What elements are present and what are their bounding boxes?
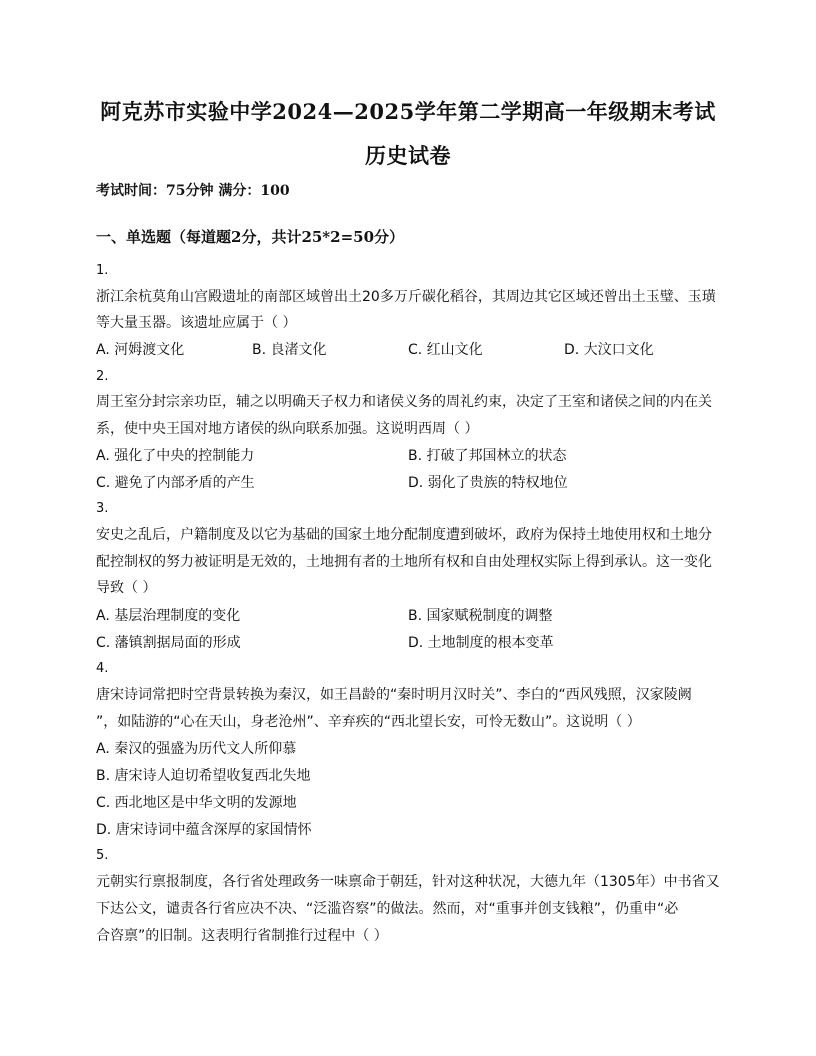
- option-a: A. 河姆渡文化: [96, 342, 185, 358]
- option-b: B. 国家赋税制度的调整: [408, 608, 553, 624]
- question-text-line: 系，使中央王国对地方诸侯的纵向联系加强。这说明西周（ ）: [96, 421, 479, 437]
- option-c: C. 红山文化: [408, 342, 483, 358]
- option-b: B. 打破了邦国林立的状态: [408, 448, 567, 464]
- option-a: A. 强化了中央的控制能力: [96, 448, 255, 464]
- question-number: 2.: [96, 369, 109, 384]
- question-number: 5.: [96, 848, 109, 863]
- option-a: A. 基层治理制度的变化: [96, 608, 241, 624]
- question-text-line: 合咨禀”的旧制。这表明行省制推行过程中（ ）: [96, 928, 388, 944]
- question-text-line: 唐宋诗词常把时空背景转换为秦汉，如王昌龄的“秦时明月汉时关”、李白的“西风残照，汉家陵阙: [96, 687, 692, 703]
- exam-info: 考试时间：75分钟 满分：100: [96, 183, 290, 199]
- question-text-line: 配控制权的努力被证明是无效的，土地拥有者的土地所有权和自由处理权实际上得到承认。这一变化: [96, 554, 712, 570]
- option-d: D. 唐宋诗词中蕴含深厚的家国情怀: [96, 822, 312, 838]
- question-text-line: 元朝实行禀报制度，各行省处理政务一味禀命于朝廷，针对这种状况，大德九年（1305年）中书省又: [96, 874, 720, 890]
- option-c: C. 避免了内部矛盾的产生: [96, 475, 255, 491]
- exam-title: 阿克苏市实验中学2024—2025学年第二学期高一年级期末考试: [100, 99, 716, 124]
- question-text-line: 浙江余杭莫角山宫殿遗址的南部区域曾出土20多万斤碳化稻谷，其周边其它区域还曾出土玉璧、玉璜: [96, 289, 716, 305]
- question-number: 4.: [96, 661, 109, 676]
- question-number: 3.: [96, 501, 109, 516]
- section-heading: 一、单选题（每道题2分，共计25*2=50分）: [96, 228, 405, 246]
- option-b: B. 唐宋诗人迫切希望收复西北失地: [96, 768, 311, 784]
- question-number: 1.: [96, 263, 109, 278]
- option-d: D. 大汶口文化: [564, 342, 654, 358]
- question-text-line: 周王室分封宗亲功臣，辅之以明确天子权力和诸侯义务的周礼约束，决定了王室和诸侯之间的内在关: [96, 394, 712, 410]
- option-d: D. 弱化了贵族的特权地位: [408, 475, 568, 491]
- question-text-line: 等大量玉器。该遗址应属于（ ）: [96, 315, 297, 331]
- question-text-line: 导致（ ）: [96, 580, 157, 596]
- exam-subtitle: 历史试卷: [365, 143, 451, 168]
- question-text-line: 安史之乱后，户籍制度及以它为基础的国家土地分配制度遭到破坏，政府为保持土地使用权和土地分: [96, 527, 712, 543]
- option-c: C. 西北地区是中华文明的发源地: [96, 795, 297, 811]
- option-a: A. 秦汉的强盛为历代文人所仰慕: [96, 741, 297, 757]
- question-text-line: ”，如陆游的“心在天山，身老沧州”、辛弃疾的“西北望长安，可怜无数山”。这说明（ ）: [96, 714, 641, 730]
- option-b: B. 良渚文化: [252, 342, 327, 358]
- option-d: D. 土地制度的根本变革: [408, 635, 554, 651]
- option-c: C. 藩镇割据局面的形成: [96, 635, 241, 651]
- question-text-line: 下达公文，谴责各行省应决不决、“泛滥咨察”的做法。然而，对“重事并创支钱粮”，仍重申“必: [96, 901, 679, 917]
